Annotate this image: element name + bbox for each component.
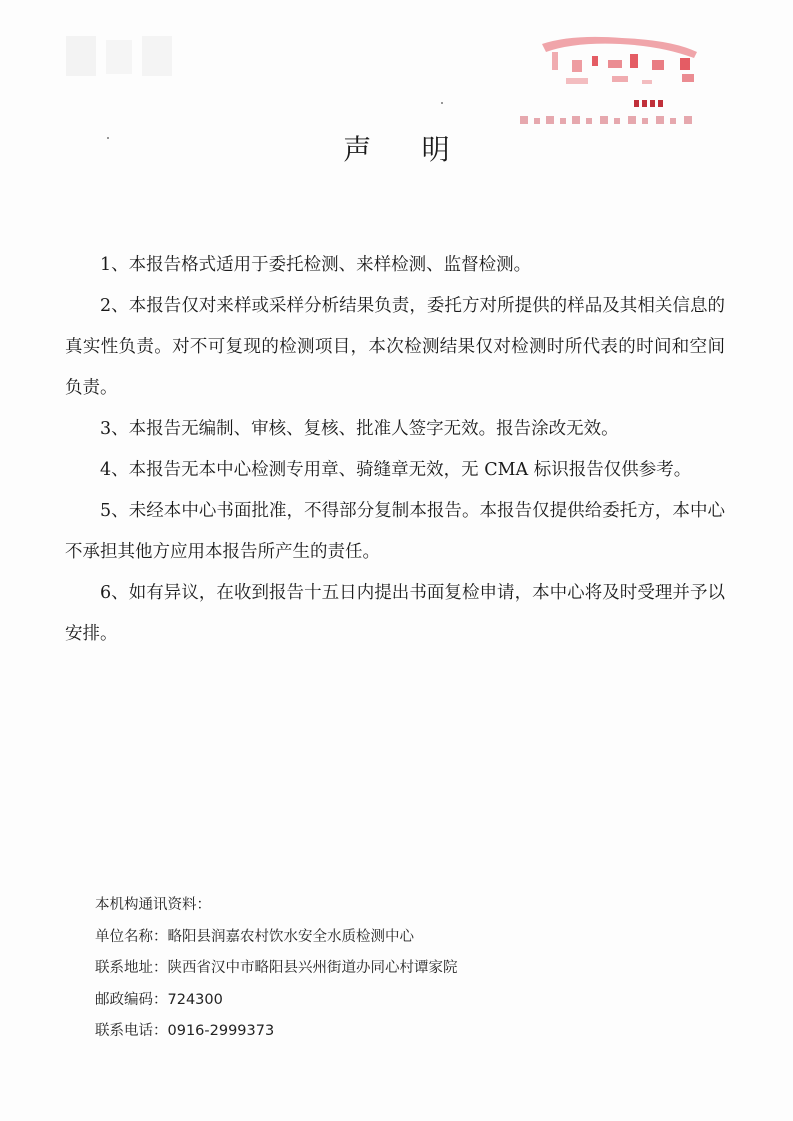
contact-address-value: 陕西省汉中市略阳县兴州街道办同心村谭家院 (167, 960, 458, 976)
contact-heading: 本机构通讯资料： (95, 897, 211, 913)
scan-speck (441, 102, 443, 104)
statement-item: 5、未经本中心书面批准，不得部分复制本报告。本报告仅提供给委托方，本中心不承担其他方应用本报告所产生的责任。 (65, 501, 725, 562)
contact-address-label: 联系地址： (95, 960, 168, 976)
statement-item: 1、本报告格式适用于委托检测、来样检测、监督检测。 (100, 255, 532, 275)
contact-unit-row (95, 922, 615, 954)
statement-item: 2、本报告仅对来样或采样分析结果负责，委托方对所提供的样品及其相关信息的真实性负责。对不可复现的检测项目，本次检测结果仅对检测时所代表的时间和空间负责。 (65, 296, 725, 398)
contact-postcode-value: 724300 (167, 991, 223, 1008)
contact-info (95, 890, 615, 1048)
statement-list (65, 245, 725, 655)
contact-address-row (95, 953, 615, 985)
page-title: 声 明 (343, 133, 461, 166)
red-seal-stamp (512, 30, 712, 132)
faint-stamp-mark (62, 30, 178, 82)
contact-postcode-row (95, 985, 615, 1017)
contact-phone-label: 联系电话： (95, 1023, 168, 1039)
contact-phone-value: 0916-2999373 (167, 1023, 275, 1039)
contact-phone-row (95, 1016, 615, 1048)
contact-postcode-label: 邮政编码： (95, 991, 168, 1008)
contact-unit-label: 单位名称： (95, 928, 168, 945)
statement-item: 6、如有异议，在收到报告十五日内提出书面复检申请，本中心将及时受理并予以安排。 (65, 583, 725, 644)
contact-unit-value: 略阳县润嘉农村饮水安全水质检测中心 (167, 928, 414, 945)
statement-item: 4、本报告无本中心检测专用章、骑缝章无效，无 CMA 标识报告仅供参考。 (100, 460, 692, 480)
statement-item: 3、本报告无编制、审核、复核、批准人签字无效。报告涂改无效。 (100, 419, 619, 439)
